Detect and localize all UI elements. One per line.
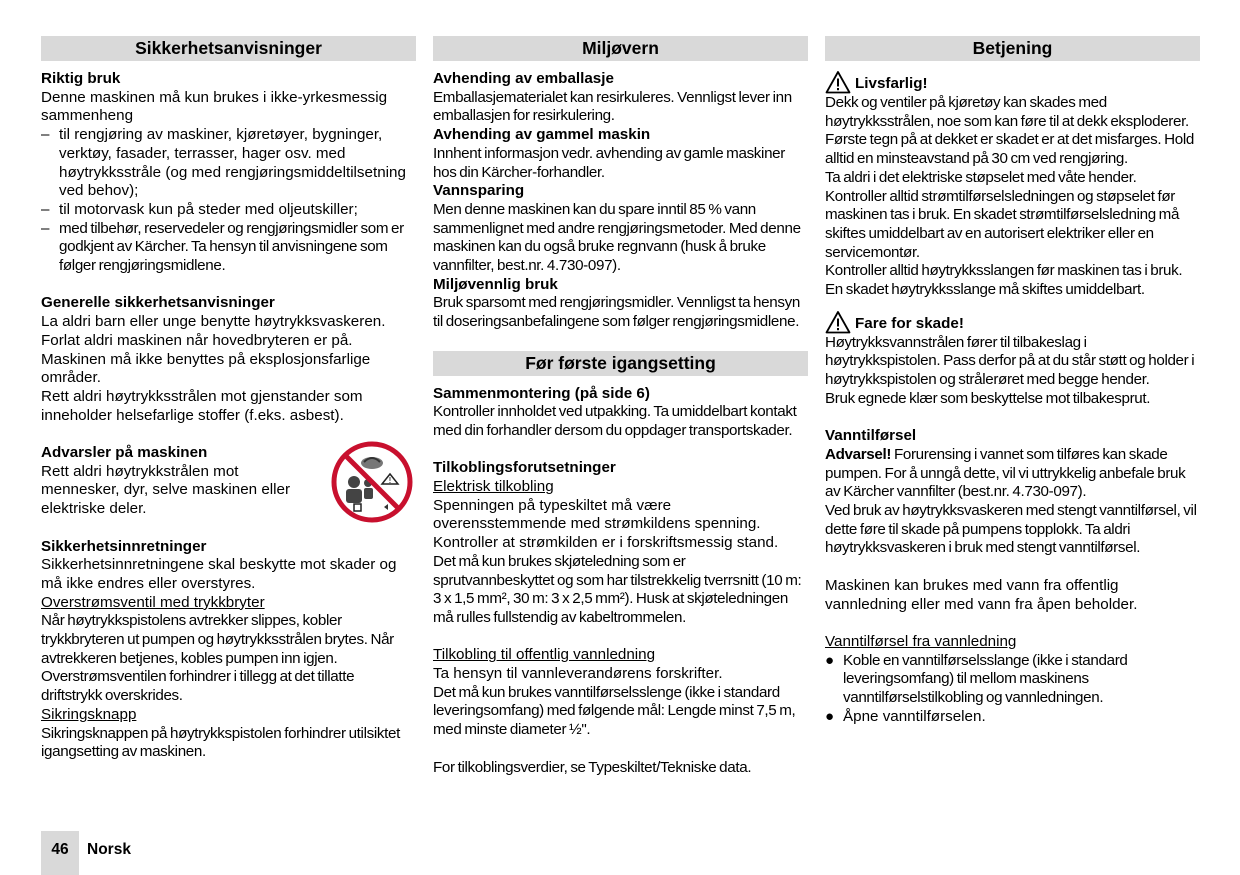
fare-heading (825, 310, 1200, 334)
section-heading-betjening: Betjening (825, 36, 1200, 61)
generelle-title: Generelle sikkerhetsanvisninger (41, 294, 275, 312)
footer-language: Norsk (87, 841, 131, 858)
section-heading-miljovern: Miljøvern (433, 36, 808, 61)
list-item: – til motorvask kun på steder med oljeutskiller; (41, 200, 358, 218)
overstromsventil-title: Overstrømsventil med trykkbryter (41, 593, 265, 611)
livsfarlig-heading (825, 70, 1200, 94)
sammenmontering-text: Kontroller innholdet ved utpakking. Ta umiddelbart kontakt med din forhandler dersom du oppdager transportskader. (433, 403, 797, 439)
vannledning-text-1: Ta hensyn til vannleverandørens forskrifter. (433, 665, 723, 683)
vannledning-text-2: Det må kun brukes vanntilførselsslenge (ikke i standard leveringsomfang) med følgende mål: Lengde minst 7,5 m, med minste diameter ½". (433, 683, 796, 739)
dash-icon: – (41, 219, 50, 237)
section-heading-sikkerhetsanvisninger: Sikkerhetsanvisninger (41, 36, 416, 61)
advarsler-text: Rett aldri høytrykkstrålen mot mennesker, dyr, selve maskinen eller elektriske deler. (41, 462, 291, 518)
list-item: – med tilbehør, reservedeler og rengjøringsmidler som er godkjent av Kärcher. Ta hensyn til anvisningene som følger rengjøringsmidlene. (41, 219, 404, 275)
vannsparing-text: Men denne maskinen kan du spare inntil 85 % vann sammenlignet med andre rengjøringsmetoder. Med denne maskinen kan du også bruke regnvann (husk å bruke vannfilter, best.nr. 4.730-097). (433, 200, 801, 275)
overstromsventil-text: Når høytrykkspistolens avtrekker slippes, kobler trykkbryteren ut pumpen og høytrykksstrålen brytes. Når avtrekkeren betjenes, kobles pumpen inn igjen. Overstrømsventilen forhindrer i tillegg at det tillatte driftstrykk overskrides. (41, 612, 394, 705)
generelle-line: Rett aldri høytrykksstrålen mot gjenstander som inneholder helsefarlige stoffer (f.eks. asbest). (41, 387, 363, 424)
emballasje-text: Emballasjematerialet kan resirkuleres. Vennligst lever inn emballasjen for resirkulering. (433, 88, 792, 125)
no-spray-warning-icon (330, 440, 414, 524)
dash-icon: – (41, 200, 50, 218)
stengt-text: Ved bruk av høytrykksvaskeren med stengt vanntilførsel, vil dette føre til skade på pumpens topplokk. Ta aldri høytrykksvaskeren i bruk med stengt vanntilførsel. (825, 502, 1197, 557)
fare-title: Fare for skade! (855, 315, 964, 333)
livsfarlig-text: Dekk og ventiler på kjøretøy kan skades med høytrykksstrålen, noe som kan føre til at dekk eksploderer. Første tegn på at dekket er skadet er at det misfarges. Hold alltid en minsteavstand på 30 cm ved rengjøring. (825, 94, 1194, 168)
advarsel-label: Advarsel! (825, 445, 892, 463)
sammenmontering-title: Sammenmontering (på side 6) (433, 384, 650, 402)
elektrisk-tilkobling-title: Elektrisk tilkobling (433, 478, 554, 496)
sikkerhetsinnretninger-text: Sikkerhetsinnretningene skal beskytte mot skader og må ikke endres eller overstyres. (41, 556, 397, 592)
advarsler-block (41, 444, 416, 519)
typeskilt-text: For tilkoblingsverdier, se Typeskiltet/Tekniske data. (433, 758, 752, 776)
offentlig-vannledning-title: Tilkobling til offentlig vannledning (433, 646, 656, 664)
warning-triangle-icon (825, 310, 851, 334)
bullet-icon: ● (825, 651, 834, 669)
vanntilforsel-title: Vanntilførsel (825, 427, 917, 445)
riktig-bruk-intro: Denne maskinen må kun brukes i ikke-yrkesmessig sammenheng (41, 88, 388, 125)
svg-text:!: ! (388, 476, 392, 486)
column-miljo (433, 36, 808, 777)
column-betjening (825, 36, 1200, 726)
bullet-icon: ● (825, 707, 835, 725)
gammel-maskin-text: Innhent informasjon vedr. avhending av gamle maskiner hos din Kärcher-forhandler. (433, 144, 785, 181)
livsfarlig-title: Livsfarlig! (855, 75, 928, 93)
livsfarlig-text: Kontroller alltid strømtilførselsledningen og støpselet før maskinen tas i bruk. En skadet strømtilførselsledning må skiftes umiddelbart av en autorisert elektriker eller en servicemontør. (825, 187, 1180, 261)
tilkoblingsforutsetninger-title: Tilkoblingsforutsetninger (433, 459, 616, 477)
emballasje-title: Avhending av emballasje (433, 70, 614, 87)
list-item: ● Koble en vanntilførselsslange (ikke i standard leveringsomfang) til mellom maskinens vanntilførselstilkobling og vannledningen. (825, 651, 1128, 707)
gammel-maskin-title: Avhending av gammel maskin (433, 126, 651, 144)
apen-beholder-text: Maskinen kan brukes med vann fra offentlig vannledning eller med vann fra åpen beholder. (825, 576, 1138, 613)
livsfarlig-text: Kontroller alltid høytrykksslangen før maskinen tas i bruk. En skadet høytrykksslange må skiftes umiddelbart. (825, 262, 1183, 299)
sikkerhetsinnretninger-title: Sikkerhetsinnretninger (41, 537, 207, 555)
advarsel-paragraph (825, 446, 1200, 502)
miljovennlig-text: Bruk sparsomt med rengjøringsmidler. Vennligst ta hensyn til doseringsanbefalingene som følger rengjøringsmidlene. (433, 294, 800, 331)
sikringsknapp-text: Sikringsknappen på høytrykkspistolen forhindrer utilsiktet igangsetting av maskinen. (41, 724, 400, 761)
fare-text: Bruk egnede klær som beskyttelse mot tilbakesprut. (825, 389, 1151, 407)
fra-vannledning-list (825, 652, 1200, 727)
warning-triangle-icon (825, 70, 851, 94)
dash-icon: – (41, 126, 50, 144)
elektrisk-text-2: Det må kun brukes skjøteledning som er sprutvannbeskyttet og som har tilstrekkelig tverrsnitt (10 m: 3 x 1,5 mm², 30 m: 3 x 2,5 mm²). Husk at skjøteledningen må rulles fullstendig av kabeltrommelen. (433, 552, 802, 626)
riktig-bruk-list (41, 126, 416, 276)
advarsler-title: Advarsler på maskinen (41, 444, 208, 462)
vannsparing-title: Vannsparing (433, 182, 525, 200)
livsfarlig-text: Ta aldri i det elektriske støpselet med våte hender. (825, 168, 1137, 186)
fare-text: Høytrykksvannstrålen fører til tilbakeslag i høytrykkspistolen. Pass derfor på at du står støtt og holder i høytrykkspistolen og strålerøret med begge hender. (825, 333, 1195, 389)
generelle-line: Maskinen må ikke benyttes på eksplosjonsfarlige områder. (41, 350, 371, 387)
list-item: ● Åpne vanntilførselen. (825, 707, 986, 725)
column-sikkerhet (41, 36, 416, 762)
elektrisk-text-1: Spenningen på typeskiltet må være overensstemmende med strømkildens spenning. Kontroller at strømkilden er i forskriftsmessig stand. (433, 496, 779, 552)
fra-vannledning-title: Vanntilførsel fra vannledning (825, 632, 1017, 650)
list-item: – til rengjøring av maskiner, kjøretøyer, bygninger, verktøy, fasader, terrasser, hager osv. med høytrykksstråle (og med rengjøringsmiddeltilsetning ved behov); (41, 126, 406, 200)
miljovennlig-title: Miljøvennlig bruk (433, 275, 558, 293)
page-number: 46 (41, 831, 79, 875)
generelle-line: La aldri barn eller unge benytte høytrykksvaskeren. (41, 313, 386, 331)
riktig-bruk-title: Riktig bruk (41, 70, 121, 87)
sikringsknapp-title: Sikringsknapp (41, 705, 137, 723)
advarsel-text: Forurensing i vannet som tilføres kan skade pumpen. For å unngå dette, vil vi uttrykkelig anbefale bruk av Kärcher vannfilter (best.nr. 4.730-097). (825, 445, 1186, 501)
generelle-line: Forlat aldri maskinen når hovedbryteren er på. (41, 331, 353, 349)
section-heading-for-forste-igangsetting: Før første igangsetting (433, 351, 808, 376)
